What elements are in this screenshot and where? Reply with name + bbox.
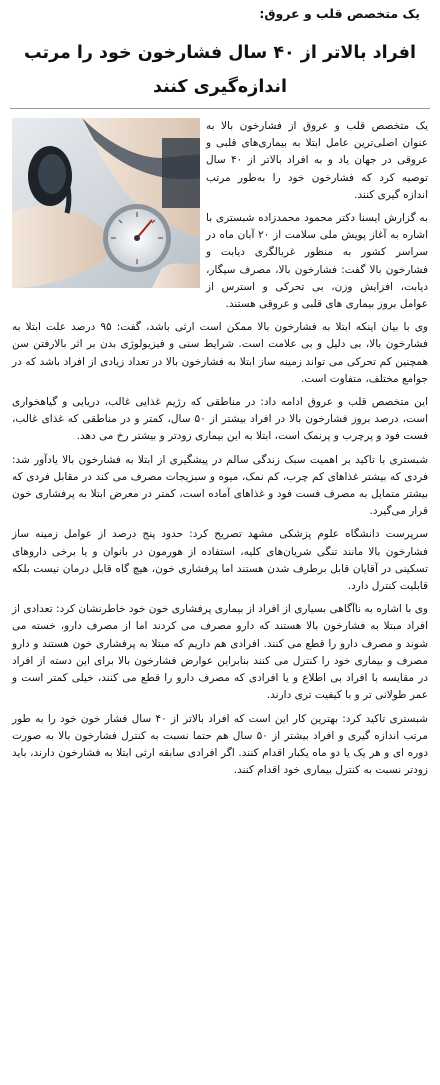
article-headline: افراد بالاتر از ۴۰ سال فشارخون خود را مرتب اندازه‌گیری کنند [23, 43, 416, 97]
article-paragraph-7: وی با اشاره به ناآگاهی بسیاری از افراد از بیماری پرفشاری خون خود خاطرنشان کرد: تعدادی از افراد مبتلا به فشارخون بالا هستند که دارو مصرف می کردند اما از مصرف دارو، خسته می شوند و مصرف دارو را قطع می کنند. افرادی هم داریم که مبتلا به پرفشاری خون هستند و دارو مصرف و بیماری خود را کنترل می کنند بنابراین عوارض فشارخون بالا برای این دسته از افراد در مقایسه با افراد بی اطلاع و یا افرادی که مصرف دارو را قطع می کنند، خیلی کمتر است و عمر طولانی تر و با کیفیت تری دارند. [12, 603, 428, 702]
article-paragraph-8: شبستری تاکید کرد: بهترین کار این است که افراد بالاتر از ۴۰ سال فشار خون خود را به طور مرتب اندازه گیری و افراد بیشتر از ۵۰ سال هم حتما نسبت به کنترل فشارخون بالا به صورت دوره ای و هر یک یا دو ماه یکبار اقدام کنند. اگر افرادی سابقه ارثی ابتلا به فشارخون دارند، باید زودتر نسبت به کنترل بیماری خود اقدام کنند. [12, 712, 428, 777]
article-kicker: یک متخصص قلب و عروق: [259, 6, 420, 21]
article-paragraph-2: به گزارش ایسنا دکتر محمود محمدزاده شبستری با اشاره به آغاز پویش ملی سلامت از ۲۰ آبان ماه در سراسر کشور به منظور غربالگری دیابت و فشارخون بالا گفت: فشارخون بالا، مصرف سیگار، دیابت، افزایش وزن، بی تحرکی و استرس از عوامل بروز بیماری های قلبی و عروقی هستند. [206, 212, 428, 311]
article-paragraph-6: سرپرست دانشگاه علوم پزشکی مشهد تصریح کرد: حدود پنج درصد از عوامل زمینه ساز فشارخون بالا مانند تنگی شریان‌های کلیه، استفاده از هورمون در بانوان و یا برخی داروهای تسکینی در آقایان قابل برطرف شدن هستند اما پرفشاری خون، هیچ گاه قابل درمان نیست بلکه قابلیت کنترل دارد. [12, 528, 428, 593]
article-paragraph-5: شبستری با تاکید بر اهمیت سبک زندگی سالم در پیشگیری از ابتلا به فشارخون بالا یادآور شد: فردی که بیشتر غذاهای کم چرب، کم نمک، میوه و سبزیجات مصرف می کند در مقابل فردی که بیشتر متمایل به مصرف فست فود و غذاهای آماده است، کمتر در معرض ابتلا به پرفشاری خون قرار می‌گیرد. [12, 453, 428, 518]
headline-divider [10, 108, 430, 109]
article-paragraph-4: این متخصص قلب و عروق ادامه داد: در مناطقی که رژیم غذایی غالب، دریایی و گیاهخواری است، درصد بروز فشارخون بالا در افراد بیشتر از ۵۰ سال، کمتر و در مناطقی که غذای غالب، فست فود و پرچرب و پرنمک است، ابتلا به این بیماری زودتر و بیشتر رخ می دهد. [12, 396, 428, 443]
article-paragraph-3: وی با بیان اینکه ابتلا به فشارخون بالا ممکن است ارثی باشد، گفت: ۹۵ درصد علت ابتلا به فشارخون بالا، بی دلیل و بی علامت است. شرایط سنی و فیزیولوژی بدن بر اثر بالارفتن سن همچنین کم تحرکی می تواند زمینه ساز ابتلا به فشارخون بالا در تعداد زیادی از افراد باشد که در جوامع مختلف، متفاوت است. [12, 321, 428, 385]
article-body [12, 118, 428, 785]
photo-wrap-spacer [12, 118, 206, 290]
article-paragraph-1: یک متخصص قلب و عروق از فشارخون بالا به عنوان اصلی‌ترین عامل ابتلا به بیماری‌های قلبی و عروقی در جهان یاد و به افراد بالاتر از ۴۰ سال توصیه کرد که فشارخون خود را به‌طور مرتب اندازه گیری کنند. [206, 120, 429, 201]
